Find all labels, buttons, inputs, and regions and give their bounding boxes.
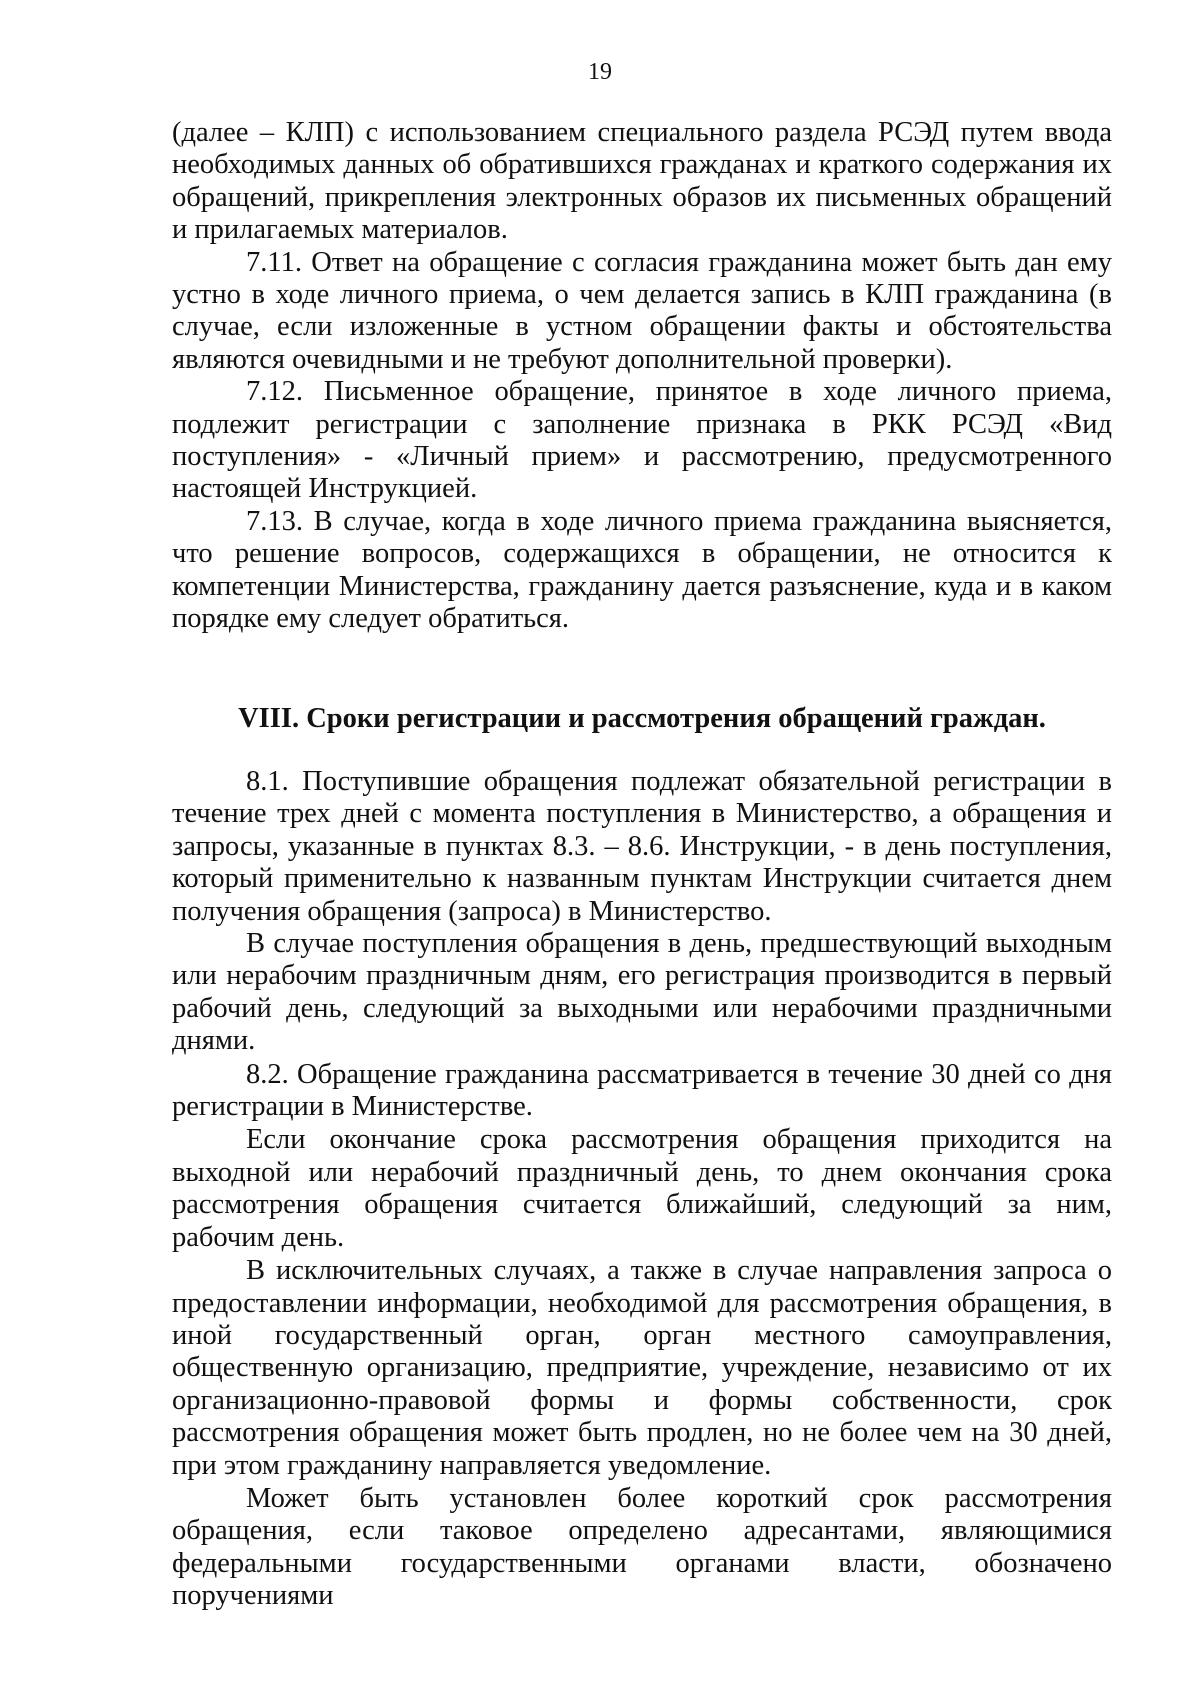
paragraph-8-2: 8.2. Обращение гражданина рассматривается в течение 30 дней со дня регистрации в Министерстве.	[172, 1058, 1112, 1123]
page-number: 19	[588, 59, 612, 85]
paragraph-7-11: 7.11. Ответ на обращение с согласия гражданина может быть дан ему устно в ходе личного приема, о чем делается запись в КЛП гражданина (в случае, если изложенные в устном обращении факты и обстоятельства являются очевидными и не требуют дополнительной проверки).	[172, 246, 1112, 375]
paragraph-8-1-holidays: В случае поступления обращения в день, предшествующий выходным или нерабочим праздничным дням, его регистрация производится в первый рабочий день, следующий за выходными или нерабочими праздничными днями.	[172, 928, 1112, 1057]
paragraph-8-2-shorter-term: Может быть установлен более короткий срок рассмотрения обращения, если таковое определено адресантами, являющимися федеральными государственными органами власти, обозначено поручениями	[172, 1482, 1112, 1612]
paragraph-continuation: (далее – КЛП) с использованием специального раздела РСЭД путем ввода необходимых данных об обратившихся гражданах и краткого содержания их обращений, прикрепления электронных образов их письменных обращений и прилагаемых материалов.	[172, 117, 1112, 246]
section-8-heading: VIII. Сроки регистрации и рассмотрения обращений граждан.	[238, 703, 1046, 734]
section-8-text	[172, 766, 1112, 1613]
paragraph-7-12: 7.12. Письменное обращение, принятое в ходе личного приема, подлежит регистрации с заполнение признака в РКК РСЭД «Вид поступления» - «Личный прием» и рассмотрению, предусмотренного настоящей Инструкцией.	[172, 376, 1112, 505]
paragraph-7-13: 7.13. В случае, когда в ходе личного приема гражданина выясняется, что решение вопросов, содержащихся в обращении, не относится к компетенции Министерства, гражданину дается разъяснение, куда и в каком порядке ему следует обратиться.	[172, 505, 1112, 635]
paragraph-8-1: 8.1. Поступившие обращения подлежат обязательной регистрации в течение трех дней с момента поступления в Министерство, а обращения и запросы, указанные в пунктах 8.3. – 8.6. Инструкции, - в день поступления, который применительно к названным пунктам Инструкции считается днем получения обращения (запроса) в Министерство.	[172, 766, 1112, 927]
section-7-text	[172, 117, 1112, 636]
paragraph-8-2-deadline: Если окончание срока рассмотрения обращения приходится на выходной или нерабочий праздничный день, то днем окончания срока рассмотрения обращения считается ближайший, следующий за ним, рабочим день.	[172, 1124, 1112, 1253]
paragraph-8-2-extension: В исключительных случаях, а также в случае направления запроса о предоставлении информации, необходимой для рассмотрения обращения, в иной государственный орган, орган местного самоуправления, общественную организацию, предприятие, учреждение, независимо от их организационно-правовой формы и формы собственности, срок рассмотрения обращения может быть продлен, но не более чем на 30 дней, при этом гражданину направляется уведомление.	[172, 1255, 1112, 1481]
